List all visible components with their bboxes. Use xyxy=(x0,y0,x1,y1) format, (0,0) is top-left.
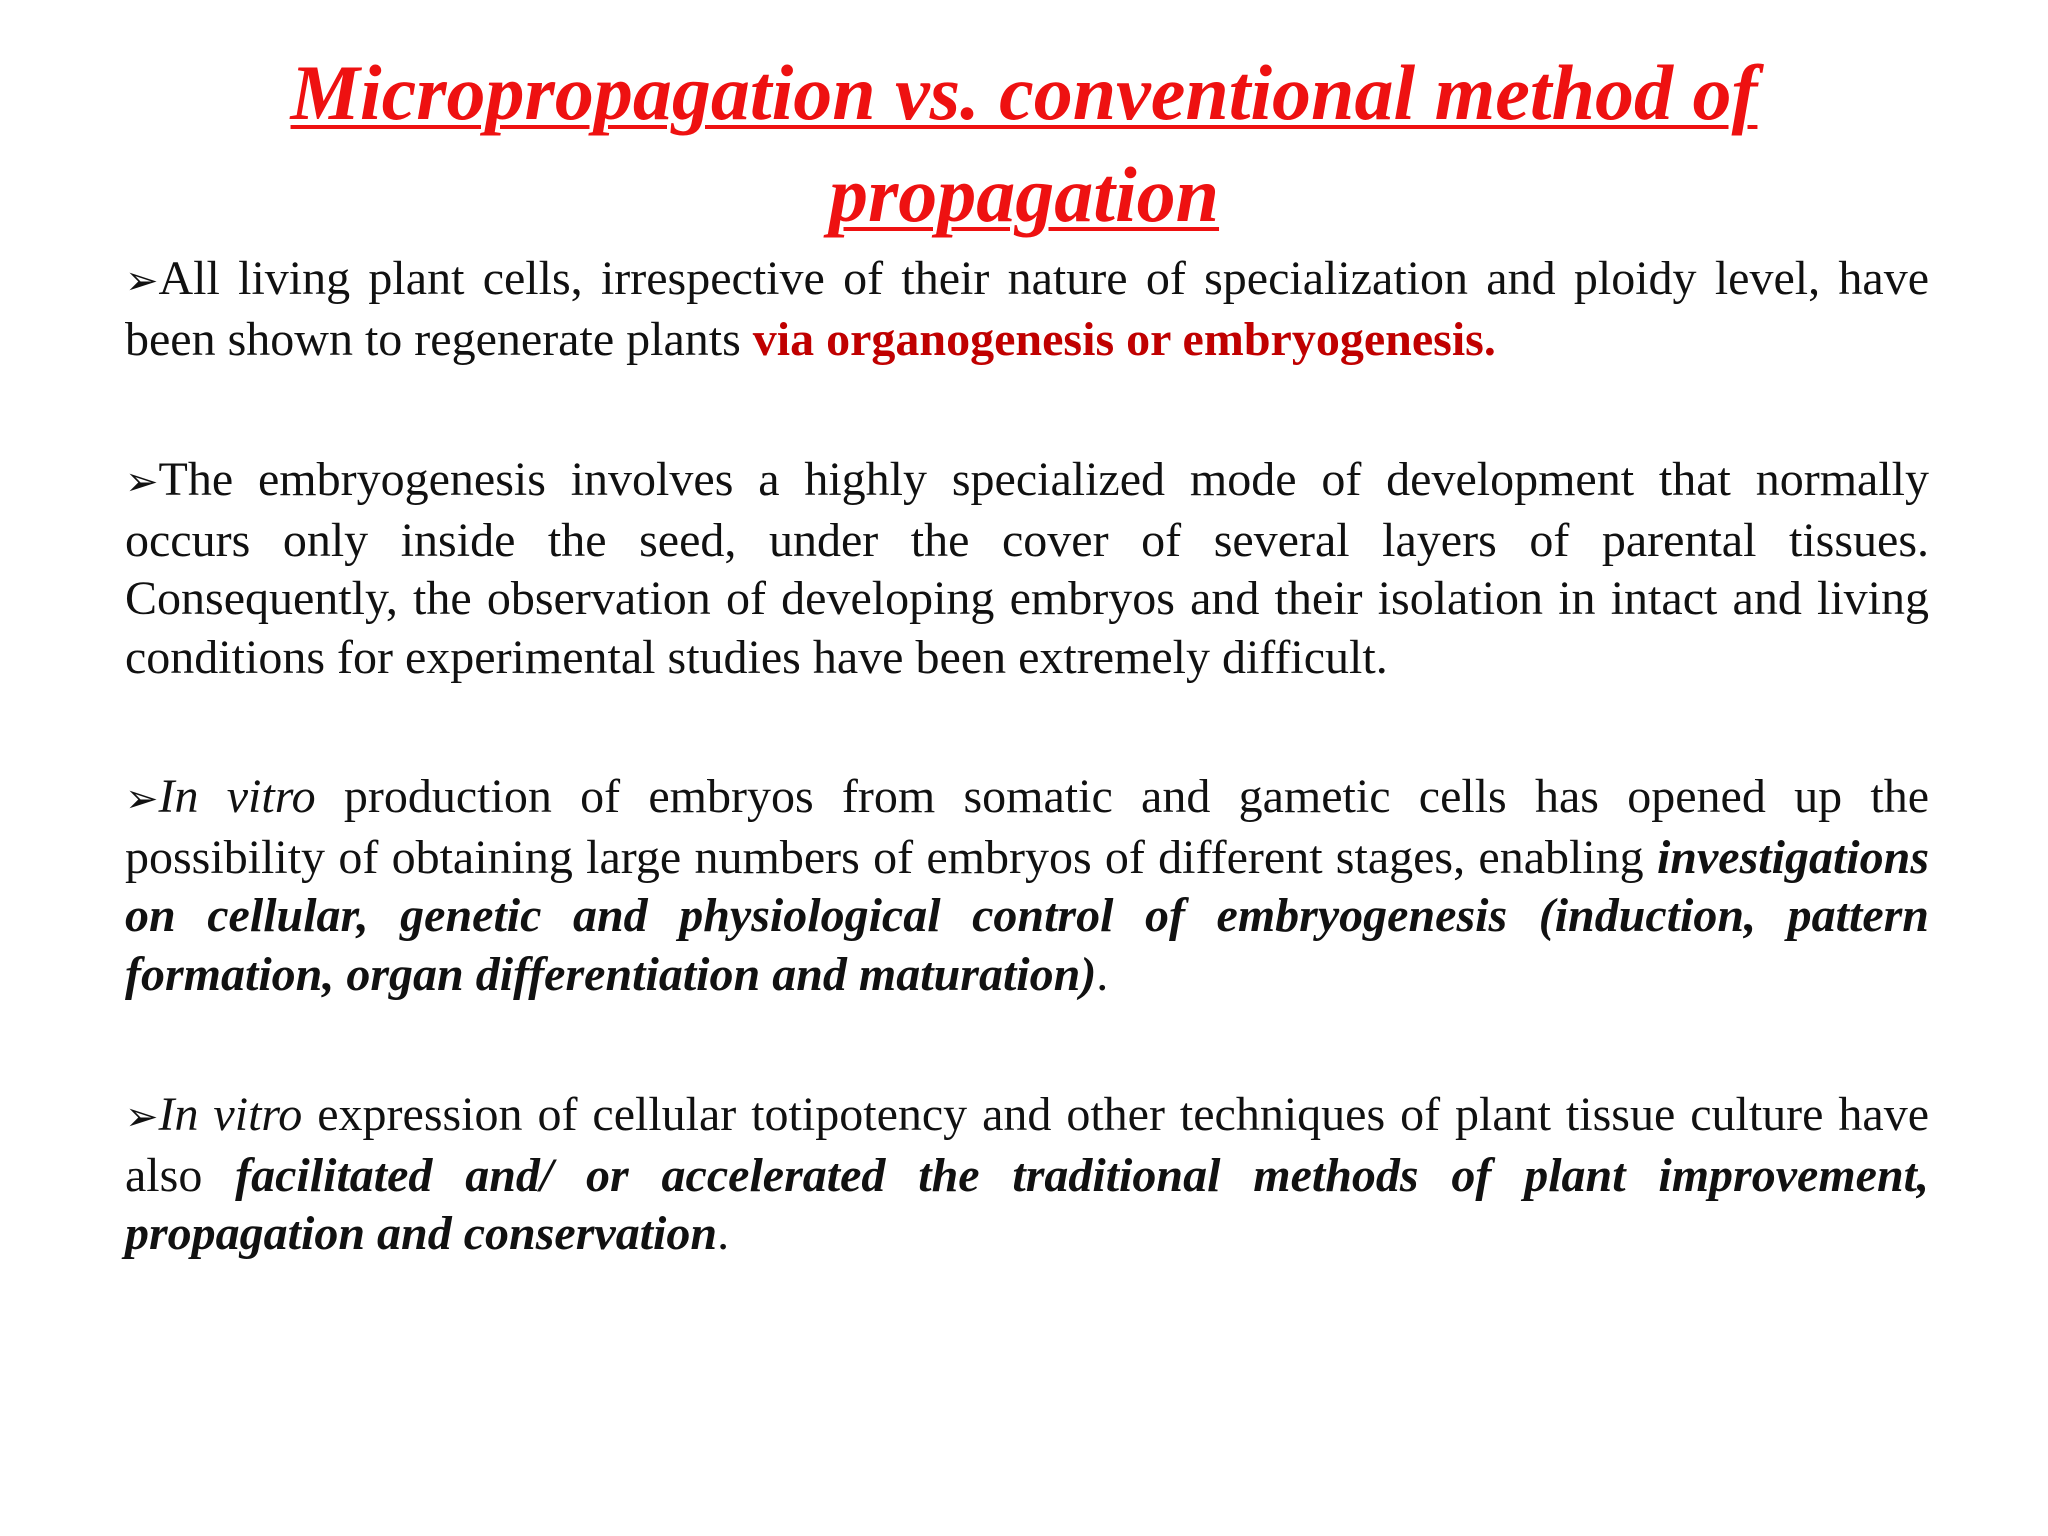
bullet-2 xyxy=(125,451,1929,687)
bullet-4-end: . xyxy=(717,1207,730,1260)
arrow-bullet-icon: ➢ xyxy=(125,258,159,304)
slide-title xyxy=(200,42,1848,246)
arrow-bullet-icon: ➢ xyxy=(125,459,159,505)
arrow-bullet-icon: ➢ xyxy=(125,1094,159,1140)
bullet-1 xyxy=(125,250,1929,369)
bullet-3-emphasis: investigations on cellular, genetic and physiological control of embryogenesis (induction, pattern formation, organ differentiation and maturation) xyxy=(125,830,1929,1001)
bullet-4 xyxy=(125,1086,1929,1264)
bullet-1-text: All living plant cells, irrespective of their nature of specialization and ploidy level, have been shown to regenerate plants xyxy=(125,252,1929,366)
bullet-1-highlight: via organogenesis or embryogenesis. xyxy=(752,312,1496,366)
bullet-3-end: . xyxy=(1096,947,1109,1001)
slide-title-line-2: propagation xyxy=(828,151,1220,238)
bullet-4-italic-term: In vitro xyxy=(158,1088,303,1141)
bullet-4-text: expression of cellular totipotency and other techniques of plant tissue culture have also xyxy=(125,1088,1930,1202)
slide-title-line-1: Micropropagation vs. conventional method of xyxy=(290,49,1758,136)
arrow-bullet-icon: ➢ xyxy=(125,776,159,822)
bullet-3-italic-term: In vitro xyxy=(158,770,316,823)
bullet-2-text: The embryogenesis involves a highly specialized mode of development that normally occurs only inside the seed, under the cover of several layers of parental tissues. Consequently, the observation of developing embryos and their isolation in intact and living conditions for experimental studies have been extremely difficult. xyxy=(125,453,1929,684)
bullet-4-emphasis: facilitated and/ or accelerated the traditional methods of plant improvement, propagation and conservation xyxy=(125,1148,1929,1260)
bullet-3-text: production of embryos from somatic and gametic cells has opened up the possibility of obtaining large numbers of embryos of different stages, enabling xyxy=(125,770,1930,884)
bullet-3 xyxy=(125,768,1929,1004)
